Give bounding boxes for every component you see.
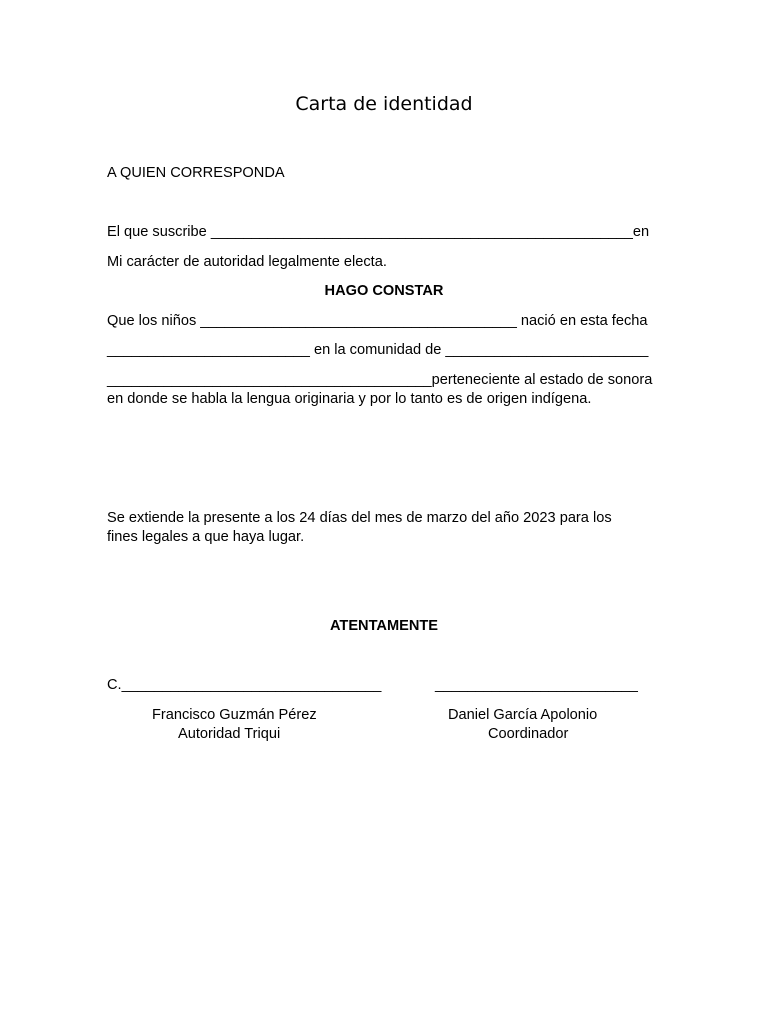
date-blank: _________________________: [107, 342, 310, 358]
community-label: en la comunidad de: [309, 342, 446, 358]
language-line: en donde se habla la lengua originaria y por lo tanto es de origen indígena.: [107, 391, 592, 407]
salutation: A QUIEN CORRESPONDA: [107, 165, 285, 181]
place-blank: ________________________________________: [107, 372, 432, 388]
subscriber-prefix: El que suscribe: [107, 224, 211, 240]
left-signer-role: Autoridad Triqui: [178, 726, 281, 742]
hago-constar-heading: HAGO CONSTAR: [324, 283, 444, 299]
children-prefix: Que los niños: [107, 313, 201, 329]
right-signer-role: Coordinador: [488, 726, 569, 742]
state-line: [107, 373, 652, 388]
subscriber-line: [107, 225, 649, 240]
right-signature-blank: _________________________: [435, 677, 638, 693]
children-name-blank: _______________________________________: [200, 313, 517, 329]
left-signature-line: [107, 678, 381, 693]
legal-purpose-line: fines legales a que haya lugar.: [107, 529, 305, 545]
state-text: perteneciente al estado de sonora: [431, 372, 653, 388]
children-line: [107, 314, 647, 329]
subscriber-name-blank: ____________________________________________________: [210, 224, 633, 240]
authority-line: Mi carácter de autoridad legalmente electa.: [107, 254, 387, 270]
children-suffix: nació en esta fecha: [516, 313, 648, 329]
closing-heading: ATENTAMENTE: [329, 618, 439, 634]
left-signature-prefix: C.: [107, 677, 122, 693]
document-title: Carta de identidad: [295, 93, 473, 115]
right-signer-name: Daniel García Apolonio: [448, 707, 598, 723]
community-line: [107, 343, 648, 358]
subscriber-suffix: en: [632, 224, 650, 240]
left-signature-blank: ________________________________: [121, 677, 382, 693]
community-blank: _________________________: [445, 342, 649, 358]
left-signer-name: Francisco Guzmán Pérez: [152, 707, 317, 723]
issue-date-line: Se extiende la presente a los 24 días del mes de marzo del año 2023 para los: [107, 510, 612, 526]
